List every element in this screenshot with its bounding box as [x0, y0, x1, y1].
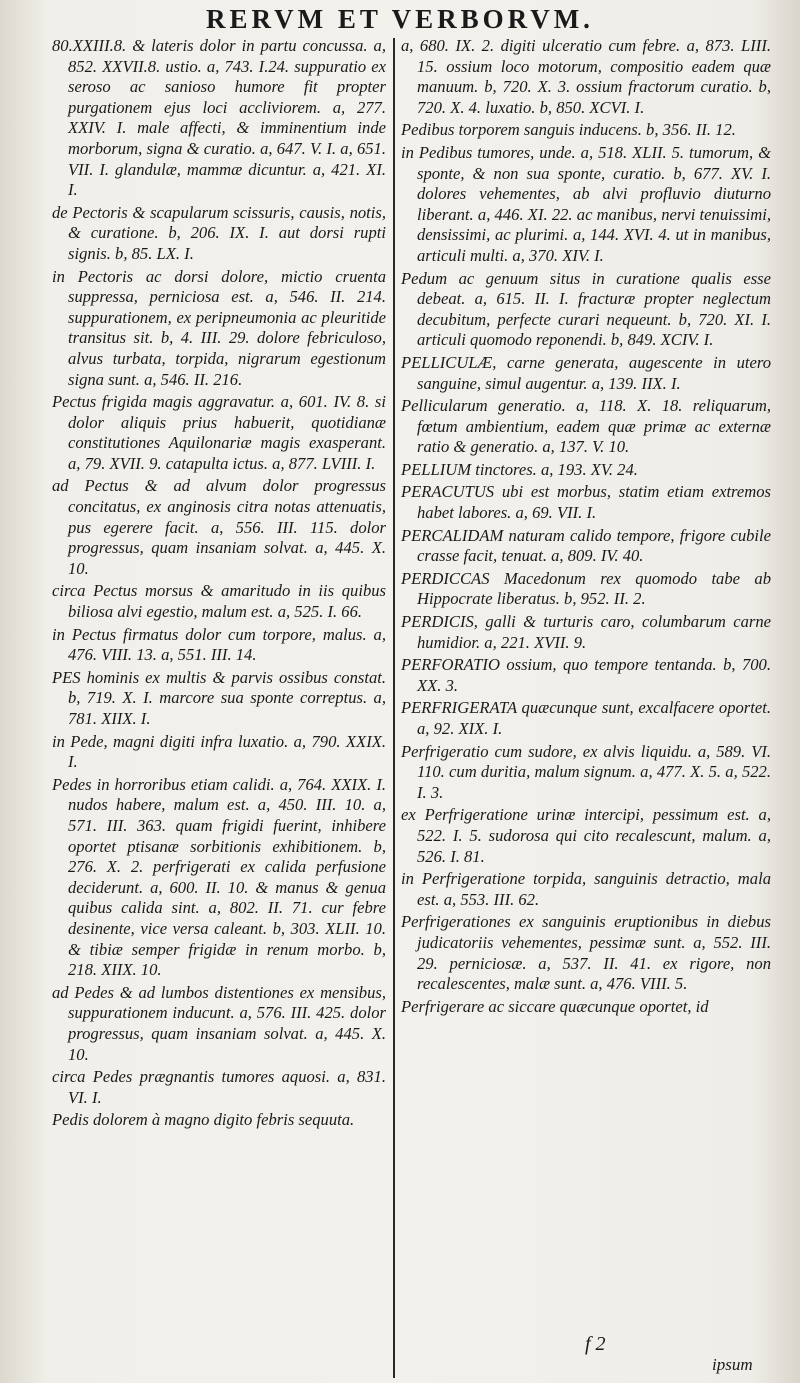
index-entry: Perfrigerare ac siccare quæcunque oportet, id: [401, 996, 709, 1016]
index-entry: ex Perfrigeratione urinæ intercipi, pessimum est. a, 522. I. 5. sudorosa qui cito recalescunt, malum. a, 526. I. 81.: [401, 805, 771, 866]
index-entry: circa Pedes prægnantis tumores aquosi. a, 831. VI. I.: [52, 1067, 386, 1107]
index-entry: Pectus frigida magis aggravatur. a, 601. IV. 8. si dolor aliquis prius habuerit, quotidianæ constitutiones Aquilonariæ magis exasperant. a, 79. XVII. 9. catapulta ictus. a, 877. LVIII. I.: [52, 392, 386, 473]
index-entry: a, 680. IX. 2. digiti ulceratio cum febre. a, 873. LIII. 15. ossium loco motorum, compositio eadem quæ manuum. b, 720. X. 3. ossium fractorum curatio. b, 720. X. 4. luxatio. b, 850. XCVI. I.: [401, 36, 771, 117]
column-divider: [393, 38, 395, 1378]
index-entry: in Pectoris ac dorsi dolore, mictio cruenta suppressa, perniciosa est. a, 546. II. 214. suppurationem, ex peripneumonia ac pleuritide transitus sit. b, 4. III. 29. dolore febriculoso, alvus turbata, torpida, nigrarum egestionum signa sunt. a, 546. II. 216.: [52, 266, 386, 389]
index-entry: PELLIUM tinctores. a, 193. XV. 24.: [401, 459, 638, 479]
index-entry: in Perfrigeratione torpida, sanguinis detractio, mala est. a, 553. III. 62.: [401, 869, 771, 909]
index-entry: Pedum ac genuum situs in curatione qualis esse debeat. a, 615. II. I. fracturæ propter neglectum decubitum, perfecte curari nequeunt. b, 720. XI. I. articuli quomodo reponendi. b, 849. XCIV. I.: [401, 268, 771, 350]
signature-mark: f 2: [585, 1333, 606, 1355]
index-entry: PERDICIS, galli & turturis caro, columbarum carne humidior. a, 221. XVII. 9.: [401, 612, 771, 652]
index-entry: PERFORATIO ossium, quo tempore tentanda. b, 700. XX. 3.: [401, 655, 771, 695]
index-entry: Pedis dolorem à magno digito febris sequuta.: [52, 1110, 355, 1130]
index-entry: Perfrigeratio cum sudore, ex alvis liquidu. a, 589. VI. 110. cum duritia, malum signum. a, 477. X. 5. a, 522. I. 3.: [401, 741, 771, 802]
index-entry: in Pede, magni digiti infra luxatio. a, 790. XXIX. I.: [52, 731, 386, 772]
index-entry: PERDICCAS Macedonum rex quomodo tabe ab Hippocrate liberatus. b, 952. II. 2.: [401, 568, 771, 609]
index-entry: PES hominis ex multis & parvis ossibus constat. b, 719. X. I. marcore sua sponte correptus. a, 781. XIIX. I.: [52, 667, 386, 728]
index-column-left: [52, 36, 386, 1133]
index-entry: ad Pedes & ad lumbos distentiones ex mensibus, suppurationem inducunt. a, 576. III. 425. dolor progressus, quam insaniam solvat. a, 445. X. 10.: [52, 982, 386, 1064]
index-entry: PERACUTUS ubi est morbus, statim etiam extremos habet labores. a, 69. VII. I.: [401, 482, 771, 523]
index-entry: in Pectus firmatus dolor cum torpore, malus. a, 476. VIII. 13. a, 551. III. 14.: [52, 624, 386, 665]
running-head: RERVM ET VERBORVM.: [206, 4, 594, 34]
index-entry: PERFRIGERATA quæcunque sunt, excalfacere oportet. a, 92. XIX. I.: [401, 698, 771, 738]
index-entry: ad Pectus & ad alvum dolor progressus concitatus, ex anginosis citra notas attenuatis, pus egerere facit. a, 556. III. 115. dolor progressus, quam insaniam solvat. a, 445. X. 10.: [52, 476, 386, 578]
index-entry: PELLICULÆ, carne generata, augescente in utero sanguine, simul augentur. a, 139. IIX. I.: [401, 352, 771, 393]
index-entry: circa Pectus morsus & amaritudo in iis quibus biliosa alvi egestio, malum est. a, 525. I. 66.: [52, 581, 386, 622]
catchword: ipsum: [712, 1355, 753, 1374]
index-entry: Pellicularum generatio. a, 118. X. 18. reliquarum, fœtum ambientium, eadem quæ primæ ac externæ ratio & generatio. a, 137. V. 10.: [401, 396, 771, 457]
index-entry: Perfrigerationes ex sanguinis eruptionibus in diebus judicatoriis vehementes, pessimæ sunt. a, 552. III. 29. perniciosæ. a, 537. II. 41. ex rigore, non recalescentes, malæ sunt. a, 476. VIII. 5.: [401, 912, 771, 994]
index-entry: Pedes in horroribus etiam calidi. a, 764. XXIX. I. nudos habere, malum est. a, 450. III. 10. a, 571. III. 363. quam frigidi fuerint, inhibere oportet ptisanæ sorbitionis exhibitionem. b, 276. X. 2. perfrigerati ex calida perfusione deciderunt. a, 600. II. 10. & manus & genua quibus calida sint. a, 802. II. 71. cur febre desinente, vice versa caleant. b, 303. XLII. 10. & tibiæ semper frigidæ in renum morbo. b, 218. XIIX. 10.: [52, 774, 386, 980]
index-column-right: [401, 36, 771, 1019]
index-entry: PERCALIDAM naturam calido tempore, frigore cubile crasse facit, tenuat. a, 809. IV. 40.: [401, 525, 771, 566]
index-entry: 80.XXIII.8. & lateris dolor in partu concussa. a, 852. XXVII.8. ustio. a, 743. I.24. suppuratio ex seroso ac sanioso humore fit propter purgationem ejus loci accliviorem. a, 277. XXIV. I. male affecti, & imminentium inde morborum, signa & curatio. a, 647. V. I. a, 651. VII. I. glandulæ, mammæ dicuntur. a, 421. XI. I.: [52, 36, 386, 200]
index-entry: Pedibus torporem sanguis inducens. b, 356. II. 12.: [401, 120, 736, 140]
index-entry: de Pectoris & scapularum scissuris, causis, notis, & curatione. b, 206. IX. I. aut dorsi rupti signis. b, 85. LX. I.: [52, 202, 386, 263]
index-entry: in Pedibus tumores, unde. a, 518. XLII. 5. tumorum, & sponte, & non sua sponte, curatio. b, 677. XV. I. dolores vehementes, ab alvi profluvio diuturno liberant. a, 446. XI. 22. ac manibus, nervi tenuissimi, densissimi, ac plurimi. a, 144. XVI. 4. ut in manibus, articuli multi. a, 370. XIV. I.: [401, 142, 771, 265]
